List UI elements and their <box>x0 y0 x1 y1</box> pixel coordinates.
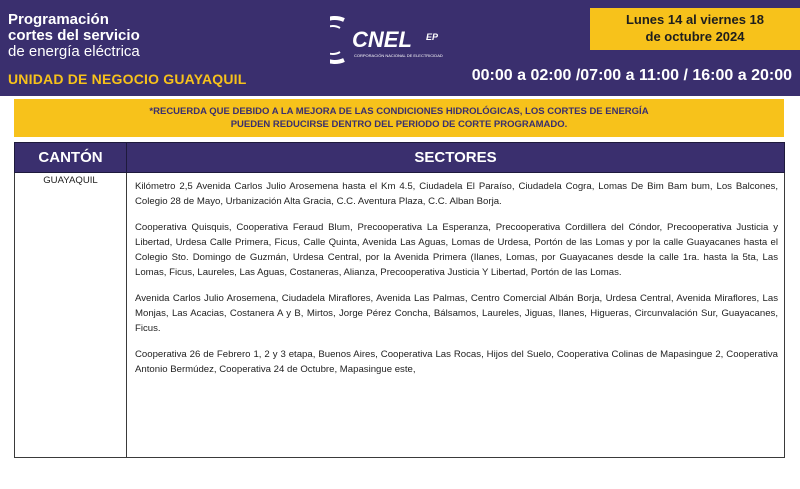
notice-line-1: *RECUERDA QUE DEBIDO A LA MEJORA DE LAS CONDICIONES HIDROLÓGICAS, LOS CORTES DE ENERGÍA <box>149 106 649 117</box>
table-header-row <box>15 143 785 173</box>
sector-paragraph: Kilómetro 2,5 Avenida Carlos Julio Arosemena hasta el Km 4.5, Ciudadela El Paraíso, Ciudadela Cogra, Lomas De Bim Bam bum, Los Balcones, Colegio 28 de Mayo, Urbanización Alta Gracia, C.C. Aventura Plaza, C.C. Alban Borja. <box>135 181 778 207</box>
title-line-3: de energía eléctrica <box>8 43 140 60</box>
business-unit-label: UNIDAD DE NEGOCIO GUAYAQUIL <box>8 71 247 87</box>
header-title <box>8 12 140 60</box>
outage-table <box>14 142 785 458</box>
header-canton: CANTÓN <box>15 143 127 173</box>
date-range-box <box>590 8 800 50</box>
logo-suffix: EP <box>426 32 439 42</box>
header-banner <box>0 0 800 96</box>
title-line-1: Programación <box>8 11 109 28</box>
cnel-logo <box>330 14 480 66</box>
sectors-cell <box>127 173 785 458</box>
sector-paragraph: Avenida Carlos Julio Arosemena, Ciudadela Miraflores, Avenida Las Palmas, Centro Comercial Albán Borja, Urdesa Central, Avenida Miraflores, Las Monjas, Las Acacias, Costanera A y B, Mirtos, Jorge Pérez Concha, Bálsamos, Laureles, Jiguas, Ilanes, Higueras, Circunvalación Sur, Guayacanes, Ficus. <box>135 293 778 334</box>
notice-banner <box>14 99 784 137</box>
date-line-2: de octubre 2024 <box>645 29 745 44</box>
canton-cell: GUAYAQUIL <box>15 173 127 458</box>
schedule-times: 00:00 a 02:00 /07:00 a 11:00 / 16:00 a 20:00 <box>471 67 792 84</box>
sector-paragraph: Cooperativa 26 de Febrero 1, 2 y 3 etapa, Buenos Aires, Cooperativa Las Rocas, Hijos del Suelo, Cooperativa Colinas de Mapasingue 2, Cooperativa Antonio Bermúdez, Cooperativa 24 de Octubre, Mapasingue este, <box>135 349 778 375</box>
notice-line-2: PUEDEN REDUCIRSE DENTRO DEL PERIODO DE CORTE PROGRAMADO. <box>230 119 568 130</box>
title-line-2: cortes del servicio <box>8 27 140 44</box>
header-sectors: SECTORES <box>127 143 785 173</box>
logo-text: CNEL <box>352 27 412 52</box>
logo-subtitle: CORPORACIÓN NACIONAL DE ELECTRICIDAD <box>354 53 443 58</box>
sector-paragraph: Cooperativa Quisquis, Cooperativa Feraud Blum, Precooperativa La Esperanza, Precooperativa Cordillera del Cóndor, Precooperativa Justicia y Libertad, Urdesa Calle Primera, Ficus, Calle Quinta, Avenida Las Aguas, Lomas de Urdesa, Portón de las Lomas y por la calle Guayacanes hasta el Colegio Sto. Domingo de Guzmán, Urdesa Central, por la Avenida Primera (Ilanes, Lomas, por Guayacanes desde la calle 1ra. hasta la 5ta, Las Lomas, Ficus, Laureles, Las Aguas, Costaneras, Alianza, Precooperativa Justicia Y Libertad, Portón de las Lomas. <box>135 222 778 278</box>
date-line-1: Lunes 14 al viernes 18 <box>625 12 765 27</box>
table-row <box>15 173 785 458</box>
